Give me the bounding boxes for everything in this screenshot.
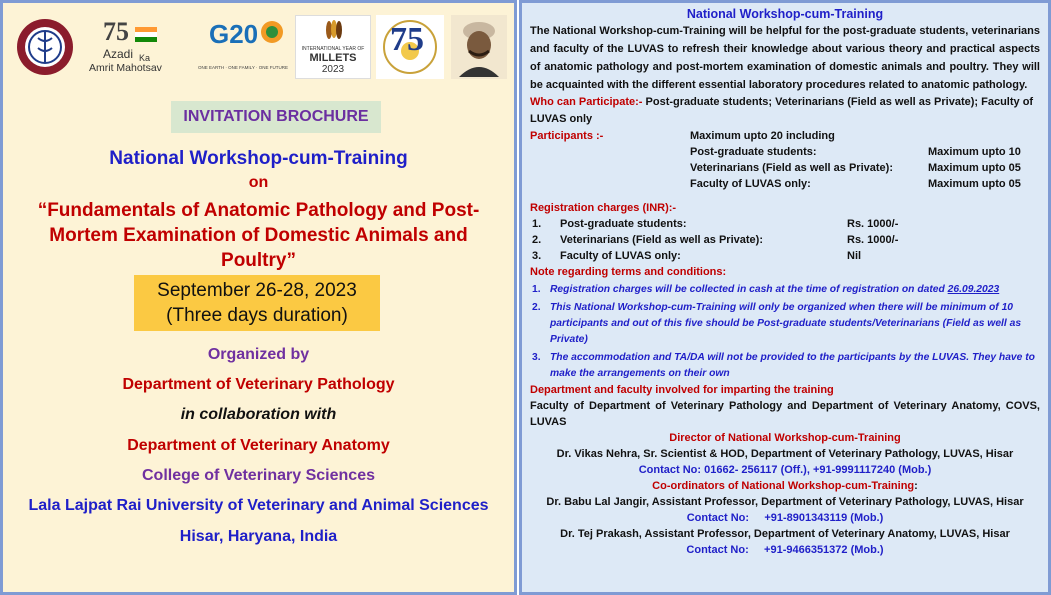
participant-category: Faculty of LUVAS only: <box>690 178 811 190</box>
seventy-five-years-logo <box>376 15 444 79</box>
collaborator-department: Department of Veterinary Anatomy <box>127 437 390 454</box>
collaboration-text: in collaboration with <box>180 406 337 423</box>
term-item <box>530 350 1040 382</box>
term-item <box>530 300 1040 348</box>
g20-text: G20 <box>209 19 259 49</box>
participant-row <box>530 160 1040 176</box>
intro-paragraph: The National Workshop-cum-Training will be helpful for the post-graduate students, veterinarians and faculty of the LUVAS to refresh their knowledge about various theory and practical aspects of anatomic pathology and post-mortem examination of domestic animals and poultry. They will be acquainted with the different essential laboratory procedures related to anatomic pathology. <box>530 25 1040 91</box>
workshop-title: National Workshop-cum-Training <box>109 148 408 169</box>
invitation-brochure-tag: INVITATION BROCHURE <box>171 101 381 133</box>
workshop-date: September 26-28, 2023 <box>157 280 357 301</box>
international-year-of-millets-logo <box>295 15 371 79</box>
director-name: Dr. Vikas Nehra, Sr. Scientist & HOD, Department of Veterinary Pathology, LUVAS, Hisar <box>556 448 1014 460</box>
fee-number: 3. <box>532 250 542 262</box>
amrit-mahotsav-text: Amrit Mahotsav <box>89 62 162 74</box>
coordinator-contact <box>530 542 1040 558</box>
participant-limit: Maximum upto 05 <box>928 162 1021 174</box>
participant-limit: Maximum upto 05 <box>928 178 1021 190</box>
fee-amount: Rs. 1000/- <box>847 218 899 230</box>
luvas-seal-logo <box>15 15 75 79</box>
millet-grain-icon <box>321 19 345 41</box>
coordinators-label-text: Co-ordinators of National Workshop-cum-Training <box>652 480 915 492</box>
contact-label: Contact No: <box>686 512 750 524</box>
term-number: 2. <box>532 302 541 313</box>
lala-lajpat-rai-portrait <box>451 15 507 79</box>
fee-row <box>530 216 1040 232</box>
azadi-ka-amrit-mahotsav-logo <box>89 15 181 79</box>
term-text: The accommodation and TA/DA will not be provided to the participants by the LUVAS. They have to make the arrangements on their own <box>550 352 1035 379</box>
fee-number: 2. <box>532 234 542 246</box>
term-item <box>530 282 1040 298</box>
participants-total: Maximum upto 20 including <box>690 130 835 142</box>
who-text: Post-graduate students; Veterinarians (Field as well as Private); Faculty of LUVAS only <box>530 96 1034 125</box>
azadi-text: Azadi <box>103 47 134 61</box>
location: Hisar, Haryana, India <box>179 528 338 545</box>
participant-category: Veterinarians (Field as well as Private): <box>690 162 893 174</box>
contact-label: Contact No: <box>686 544 749 556</box>
g20-subtitle: ONE EARTH · ONE FAMILY · ONE FUTURE <box>197 65 288 70</box>
fee-row <box>530 248 1040 264</box>
workshop-duration: (Three days duration) <box>166 305 348 326</box>
date-box <box>134 275 380 331</box>
azadi-ka-text: Ka <box>139 53 151 63</box>
coordinator-name: Dr. Tej Prakash, Assistant Professor, Department of Veterinary Anatomy, LUVAS, Hisar <box>560 528 1010 540</box>
on-text: on <box>248 174 269 191</box>
participants-label: Participants :- <box>530 130 604 142</box>
college-name: College of Veterinary Sciences <box>142 467 375 484</box>
lotus-icon <box>259 19 285 45</box>
participant-limit: Maximum upto 10 <box>928 146 1021 158</box>
organizer-department: Department of Veterinary Pathology <box>122 376 395 393</box>
fee-amount: Nil <box>847 250 862 262</box>
department-faculty-label: Department and faculty involved for imparting the training <box>530 384 834 396</box>
registration-charges-label: Registration charges (INR):- <box>530 202 677 214</box>
g20-logo <box>197 15 289 79</box>
coordinator-name: Dr. Babu Lal Jangir, Assistant Professor, Department of Veterinary Pathology, LUVAS, Hisar <box>546 496 1024 508</box>
term-number: 1. <box>532 284 541 295</box>
who-label: Who can Participate:- <box>530 96 643 108</box>
millets-title-text: MILLETS <box>309 52 357 64</box>
workshop-topic: “Fundamentals of Anatomic Pathology and Post-Mortem Examination of Domestic Animals and Poultry” <box>37 200 480 271</box>
university-name: Lala Lajpat Rai University of Veterinary and Animal Sciences <box>28 497 489 514</box>
fee-category: Veterinarians (Field as well as Private): <box>560 234 763 246</box>
department-faculty-text: Faculty of Department of Veterinary Pathology and Department of Veterinary Anatomy, COVS, LUVAS <box>530 400 1040 428</box>
participant-category: Post-graduate students: <box>690 146 817 158</box>
coordinators-colon: : <box>914 480 918 492</box>
director-label: Director of National Workshop-cum-Training <box>669 432 901 444</box>
term-number: 3. <box>532 352 541 363</box>
participants-header-row <box>530 128 1040 144</box>
fee-category: Post-graduate students: <box>560 218 687 230</box>
coordinator-contact <box>530 510 1040 526</box>
terms-label: Note regarding terms and conditions: <box>530 266 727 278</box>
term-text: This National Workshop-cum-Training will only be organized when there will be minimum of 10 participants and out of this five should be Post-graduate students/Veterinarians (Field as well as Private) <box>550 302 1022 345</box>
logo-row <box>13 15 508 81</box>
participant-row <box>530 144 1040 160</box>
azadi-75-number: 75 <box>103 17 129 46</box>
organized-by-label: Organized by <box>207 346 310 363</box>
who-can-participate <box>530 94 1040 128</box>
participant-row <box>530 176 1040 192</box>
contact-number: +91-8901343119 (Mob.) <box>764 512 884 524</box>
brochure-cover-panel <box>0 0 517 595</box>
registration-date: 26.09.2023 <box>947 284 1000 295</box>
fee-number: 1. <box>532 218 542 230</box>
fee-category: Faculty of LUVAS only: <box>560 250 681 262</box>
seventy-five-number: 75 <box>390 21 424 58</box>
millets-year-text: 2023 <box>321 64 345 75</box>
flag-stripe-green <box>135 37 157 42</box>
contact-number: +91-9466351372 (Mob.) <box>764 544 884 556</box>
fee-amount: Rs. 1000/- <box>847 234 899 246</box>
coordinators-label <box>530 478 1040 494</box>
workshop-details-panel <box>519 0 1051 595</box>
fee-row <box>530 232 1040 248</box>
director-contact: Contact No: 01662- 256117 (Off.), +91-9991117240 (Mob.) <box>638 464 932 476</box>
term-text: Registration charges will be collected in cash at the time of registration on dated <box>550 284 948 295</box>
details-title: National Workshop-cum-Training <box>686 7 884 21</box>
millets-year-of-text: INTERNATIONAL YEAR OF <box>301 46 365 52</box>
